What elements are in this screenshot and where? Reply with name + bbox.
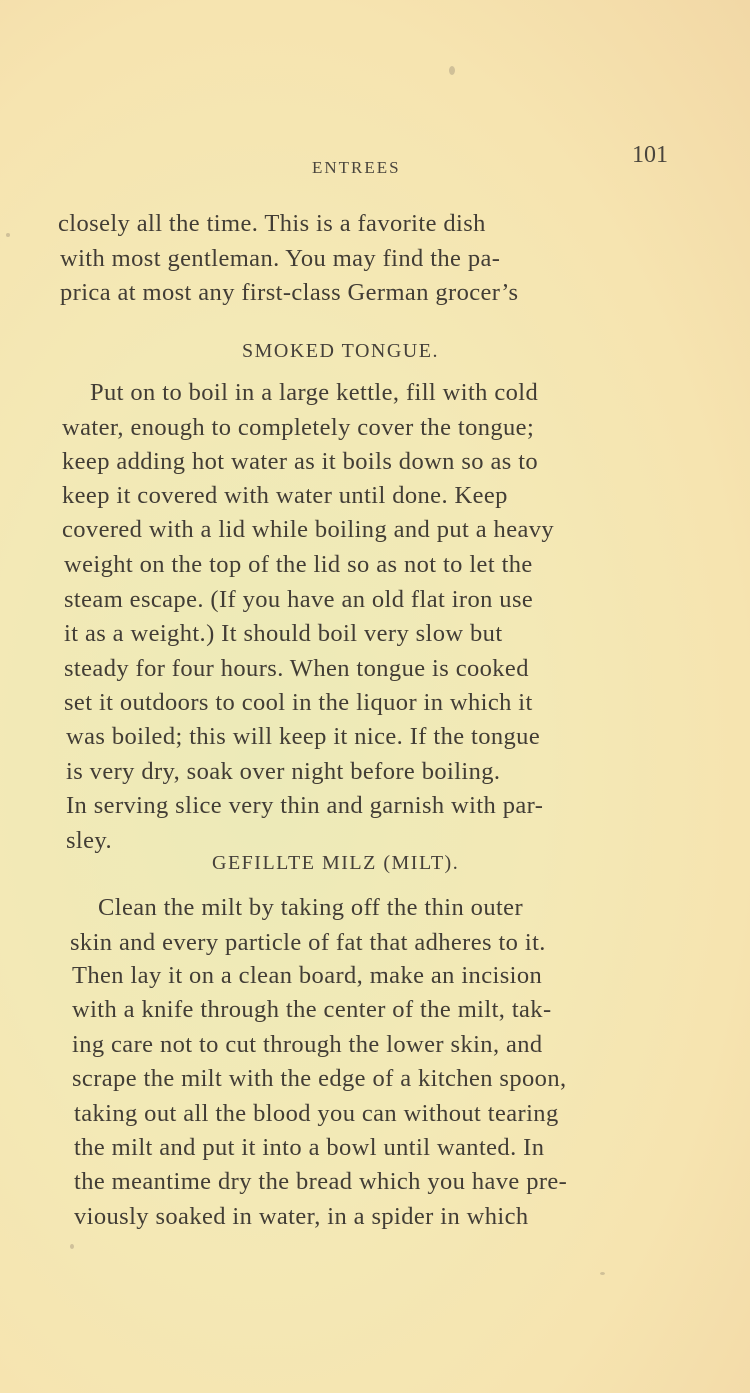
text-line: covered with a lid while boiling and put a heavy [62,516,555,543]
paper-speck [6,233,10,237]
text-line: sley. [66,827,112,854]
recipe-heading-smoked-tongue: SMOKED TONGUE. [242,340,439,362]
text-line: it as a weight.) It should boil very slow but [64,620,503,647]
text-line: with a knife through the center of the milt, tak- [72,996,552,1023]
text-line: scrape the milt with the edge of a kitchen spoon, [72,1065,567,1092]
text-line: is very dry, soak over night before boiling. [66,758,501,785]
text-line: steam escape. (If you have an old flat iron use [64,586,534,613]
text-line: In serving slice very thin and garnish with par- [66,792,544,819]
paper-speck [600,1272,605,1275]
text-line: with most gentleman. You may find the pa- [60,245,501,272]
text-line: keep adding hot water as it boils down so as to [62,448,539,475]
text-line: keep it covered with water until done. Keep [62,482,508,509]
text-line: closely all the time. This is a favorite dish [58,210,486,237]
text-line: Put on to boil in a large kettle, fill with cold [90,379,539,406]
text-line: ing care not to cut through the lower skin, and [72,1031,543,1058]
text-line: prica at most any first-class German grocer’s [60,279,519,306]
text-line: water, enough to completely cover the tongue; [62,414,535,441]
recipe-heading-gefillte-milz: GEFILLTE MILZ (MILT). [212,852,460,874]
running-head: ENTREES [312,158,401,177]
text-line: the milt and put it into a bowl until wanted. In [74,1134,545,1161]
text-line: set it outdoors to cool in the liquor in which it [64,689,533,716]
text-line: viously soaked in water, in a spider in which [74,1203,529,1230]
text-line: was boiled; this will keep it nice. If the tongue [66,723,541,750]
text-line: Then lay it on a clean board, make an incision [72,962,543,989]
text-line: weight on the top of the lid so as not to let the [64,551,533,578]
paper-speck [70,1244,74,1249]
text-line: the meantime dry the bread which you have pre- [74,1168,568,1195]
text-line: skin and every particle of fat that adheres to it. [70,929,546,956]
paper-speck [449,66,455,75]
text-line: Clean the milt by taking off the thin outer [98,894,524,921]
page-number: 101 [632,142,668,168]
text-line: taking out all the blood you can without tearing [74,1100,559,1127]
text-line: steady for four hours. When tongue is cooked [64,655,529,682]
